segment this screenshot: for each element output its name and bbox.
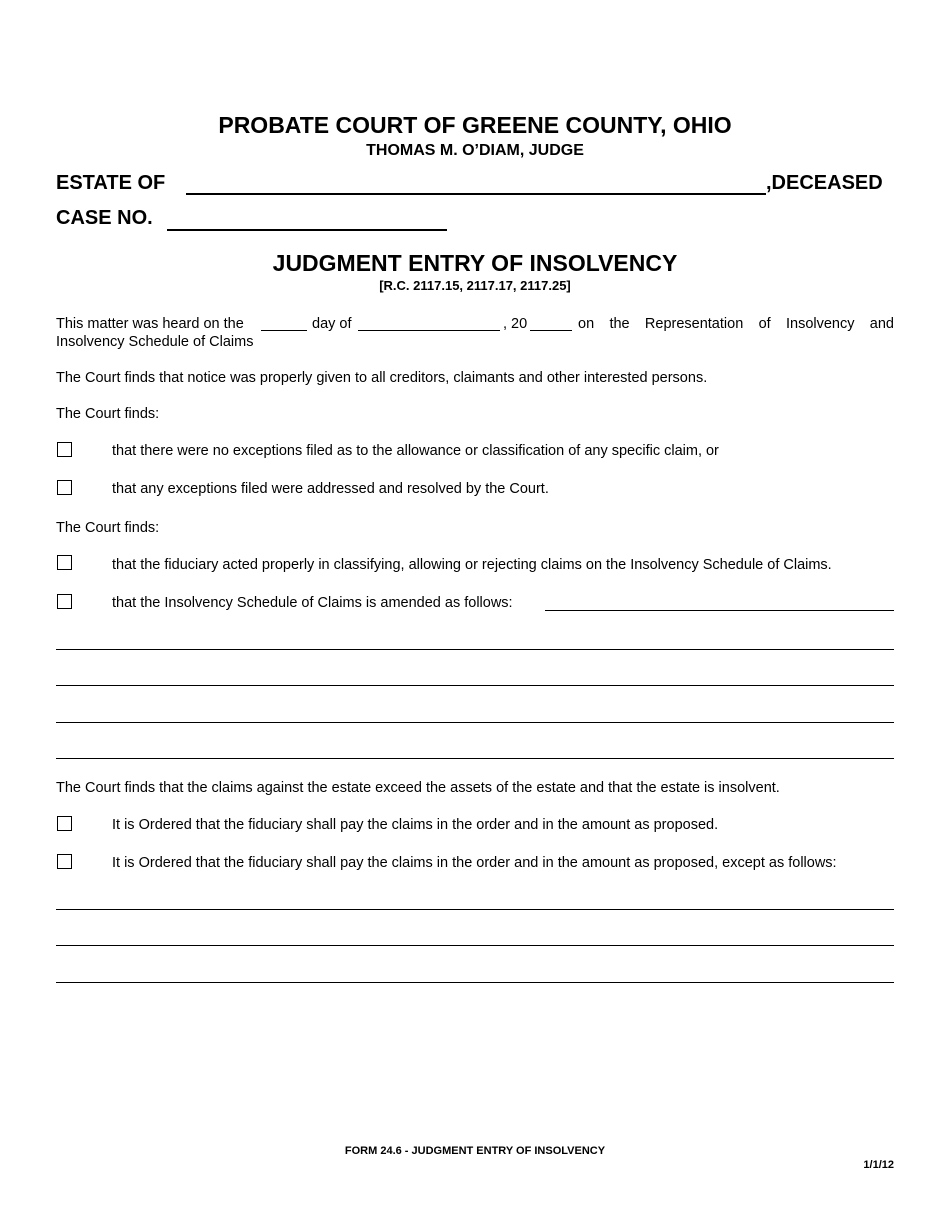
court-title: PROBATE COURT OF GREENE COUNTY, OHIO <box>218 112 732 138</box>
amendment-line-2[interactable] <box>56 685 894 686</box>
order-except-text: It is Ordered that the fiduciary shall pay the claims in the order and in the amount as proposed, except as follows: <box>112 855 837 871</box>
case-no-label: CASE NO. <box>56 207 153 229</box>
schedule-amended-text: that the Insolvency Schedule of Claims is amended as follows: <box>112 595 513 611</box>
hearing-text-4: on the Representation of Insolvency and <box>578 316 894 332</box>
revision-date: 1/1/12 <box>863 1159 894 1171</box>
insolvent-finding: The Court finds that the claims against the estate exceed the assets of the estate and that the estate is insolvent. <box>56 780 780 796</box>
hearing-text-1: This matter was heard on the <box>56 316 244 332</box>
case-number-field[interactable] <box>167 229 447 231</box>
schedule-amended-checkbox[interactable] <box>57 594 72 609</box>
amendment-line-3[interactable] <box>56 722 894 723</box>
acted-properly-checkbox[interactable] <box>57 555 72 570</box>
hearing-year-field[interactable] <box>530 330 572 331</box>
amendment-line-4[interactable] <box>56 758 894 759</box>
order-as-proposed-checkbox[interactable] <box>57 816 72 831</box>
court-finds-label-1: The Court finds: <box>56 406 160 422</box>
exception-line-3[interactable] <box>56 982 894 983</box>
no-exceptions-text: that there were no exceptions filed as to the allowance or classification of any specific claim, or <box>112 443 719 459</box>
form-footer: FORM 24.6 - JUDGMENT ENTRY OF INSOLVENCY <box>344 1145 606 1157</box>
hearing-day-field[interactable] <box>261 330 307 331</box>
estate-of-label: ESTATE OF <box>56 172 166 194</box>
hearing-month-field[interactable] <box>358 330 500 331</box>
amendment-line-1[interactable] <box>56 649 894 650</box>
hearing-line-2: Insolvency Schedule of Claims <box>56 334 254 350</box>
estate-name-field[interactable] <box>186 193 766 195</box>
exception-line-1[interactable] <box>56 909 894 910</box>
hearing-text-3: , 20 <box>503 316 528 332</box>
order-except-checkbox[interactable] <box>57 854 72 869</box>
form-title: JUDGMENT ENTRY OF INSOLVENCY <box>272 250 678 276</box>
statute-citation: [R.C. 2117.15, 2117.17, 2117.25] <box>379 278 571 293</box>
order-as-proposed-text: It is Ordered that the fiduciary shall pay the claims in the order and in the amount as proposed. <box>112 817 719 833</box>
exceptions-resolved-checkbox[interactable] <box>57 480 72 495</box>
acted-properly-text: that the fiduciary acted properly in classifying, allowing or rejecting claims on the Insolvency Schedule of Claims. <box>112 557 832 573</box>
deceased-label: ,DECEASED <box>766 172 883 194</box>
no-exceptions-checkbox[interactable] <box>57 442 72 457</box>
exception-line-2[interactable] <box>56 945 894 946</box>
judge-name: THOMAS M. O’DIAM, JUDGE <box>366 142 584 159</box>
exceptions-resolved-text: that any exceptions filed were addressed and resolved by the Court. <box>112 481 549 497</box>
hearing-line-1 <box>56 315 894 333</box>
notice-finding: The Court finds that notice was properly given to all creditors, claimants and other interested persons. <box>56 370 708 386</box>
hearing-text-2: day of <box>312 316 352 332</box>
court-finds-label-2: The Court finds: <box>56 520 160 536</box>
amendment-field-inline[interactable] <box>545 610 894 611</box>
